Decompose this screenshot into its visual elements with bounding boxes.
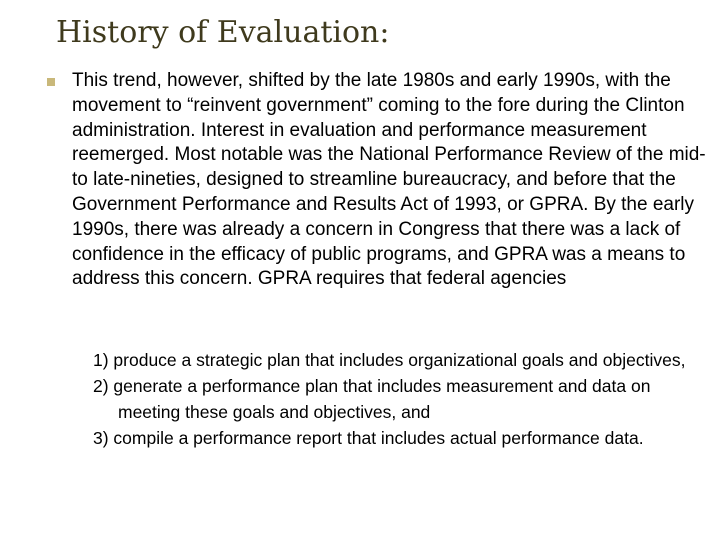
slide-title: History of Evaluation:	[56, 15, 390, 50]
list-item: 2) generate a performance plan that includes measurement and data on meeting these goals and objectives, and	[93, 376, 651, 422]
requirements-list	[93, 347, 693, 451]
square-bullet-icon	[47, 78, 55, 86]
body-paragraph: This trend, however, shifted by the late 1980s and early 1990s, with the movement to “reinvent government” coming to the fore during the Clinton administration. Interest in evaluation and performance measurement reemerged. Most notable was the National Performance Review of the mid- to late-nineties, designed to streamline bureaucracy, and before that the Government Performance and Results Act of 1993, or GPRA. By the early 1990s, there was already a concern in Congress that there was a lack of confidence in the efficacy of public programs, and GPRA was a means to address this concern. GPRA requires that federal agencies	[72, 70, 706, 290]
list-item: 3) compile a performance report that includes actual performance data.	[93, 428, 644, 448]
list-item: 1) produce a strategic plan that includes organizational goals and objectives,	[93, 350, 686, 370]
